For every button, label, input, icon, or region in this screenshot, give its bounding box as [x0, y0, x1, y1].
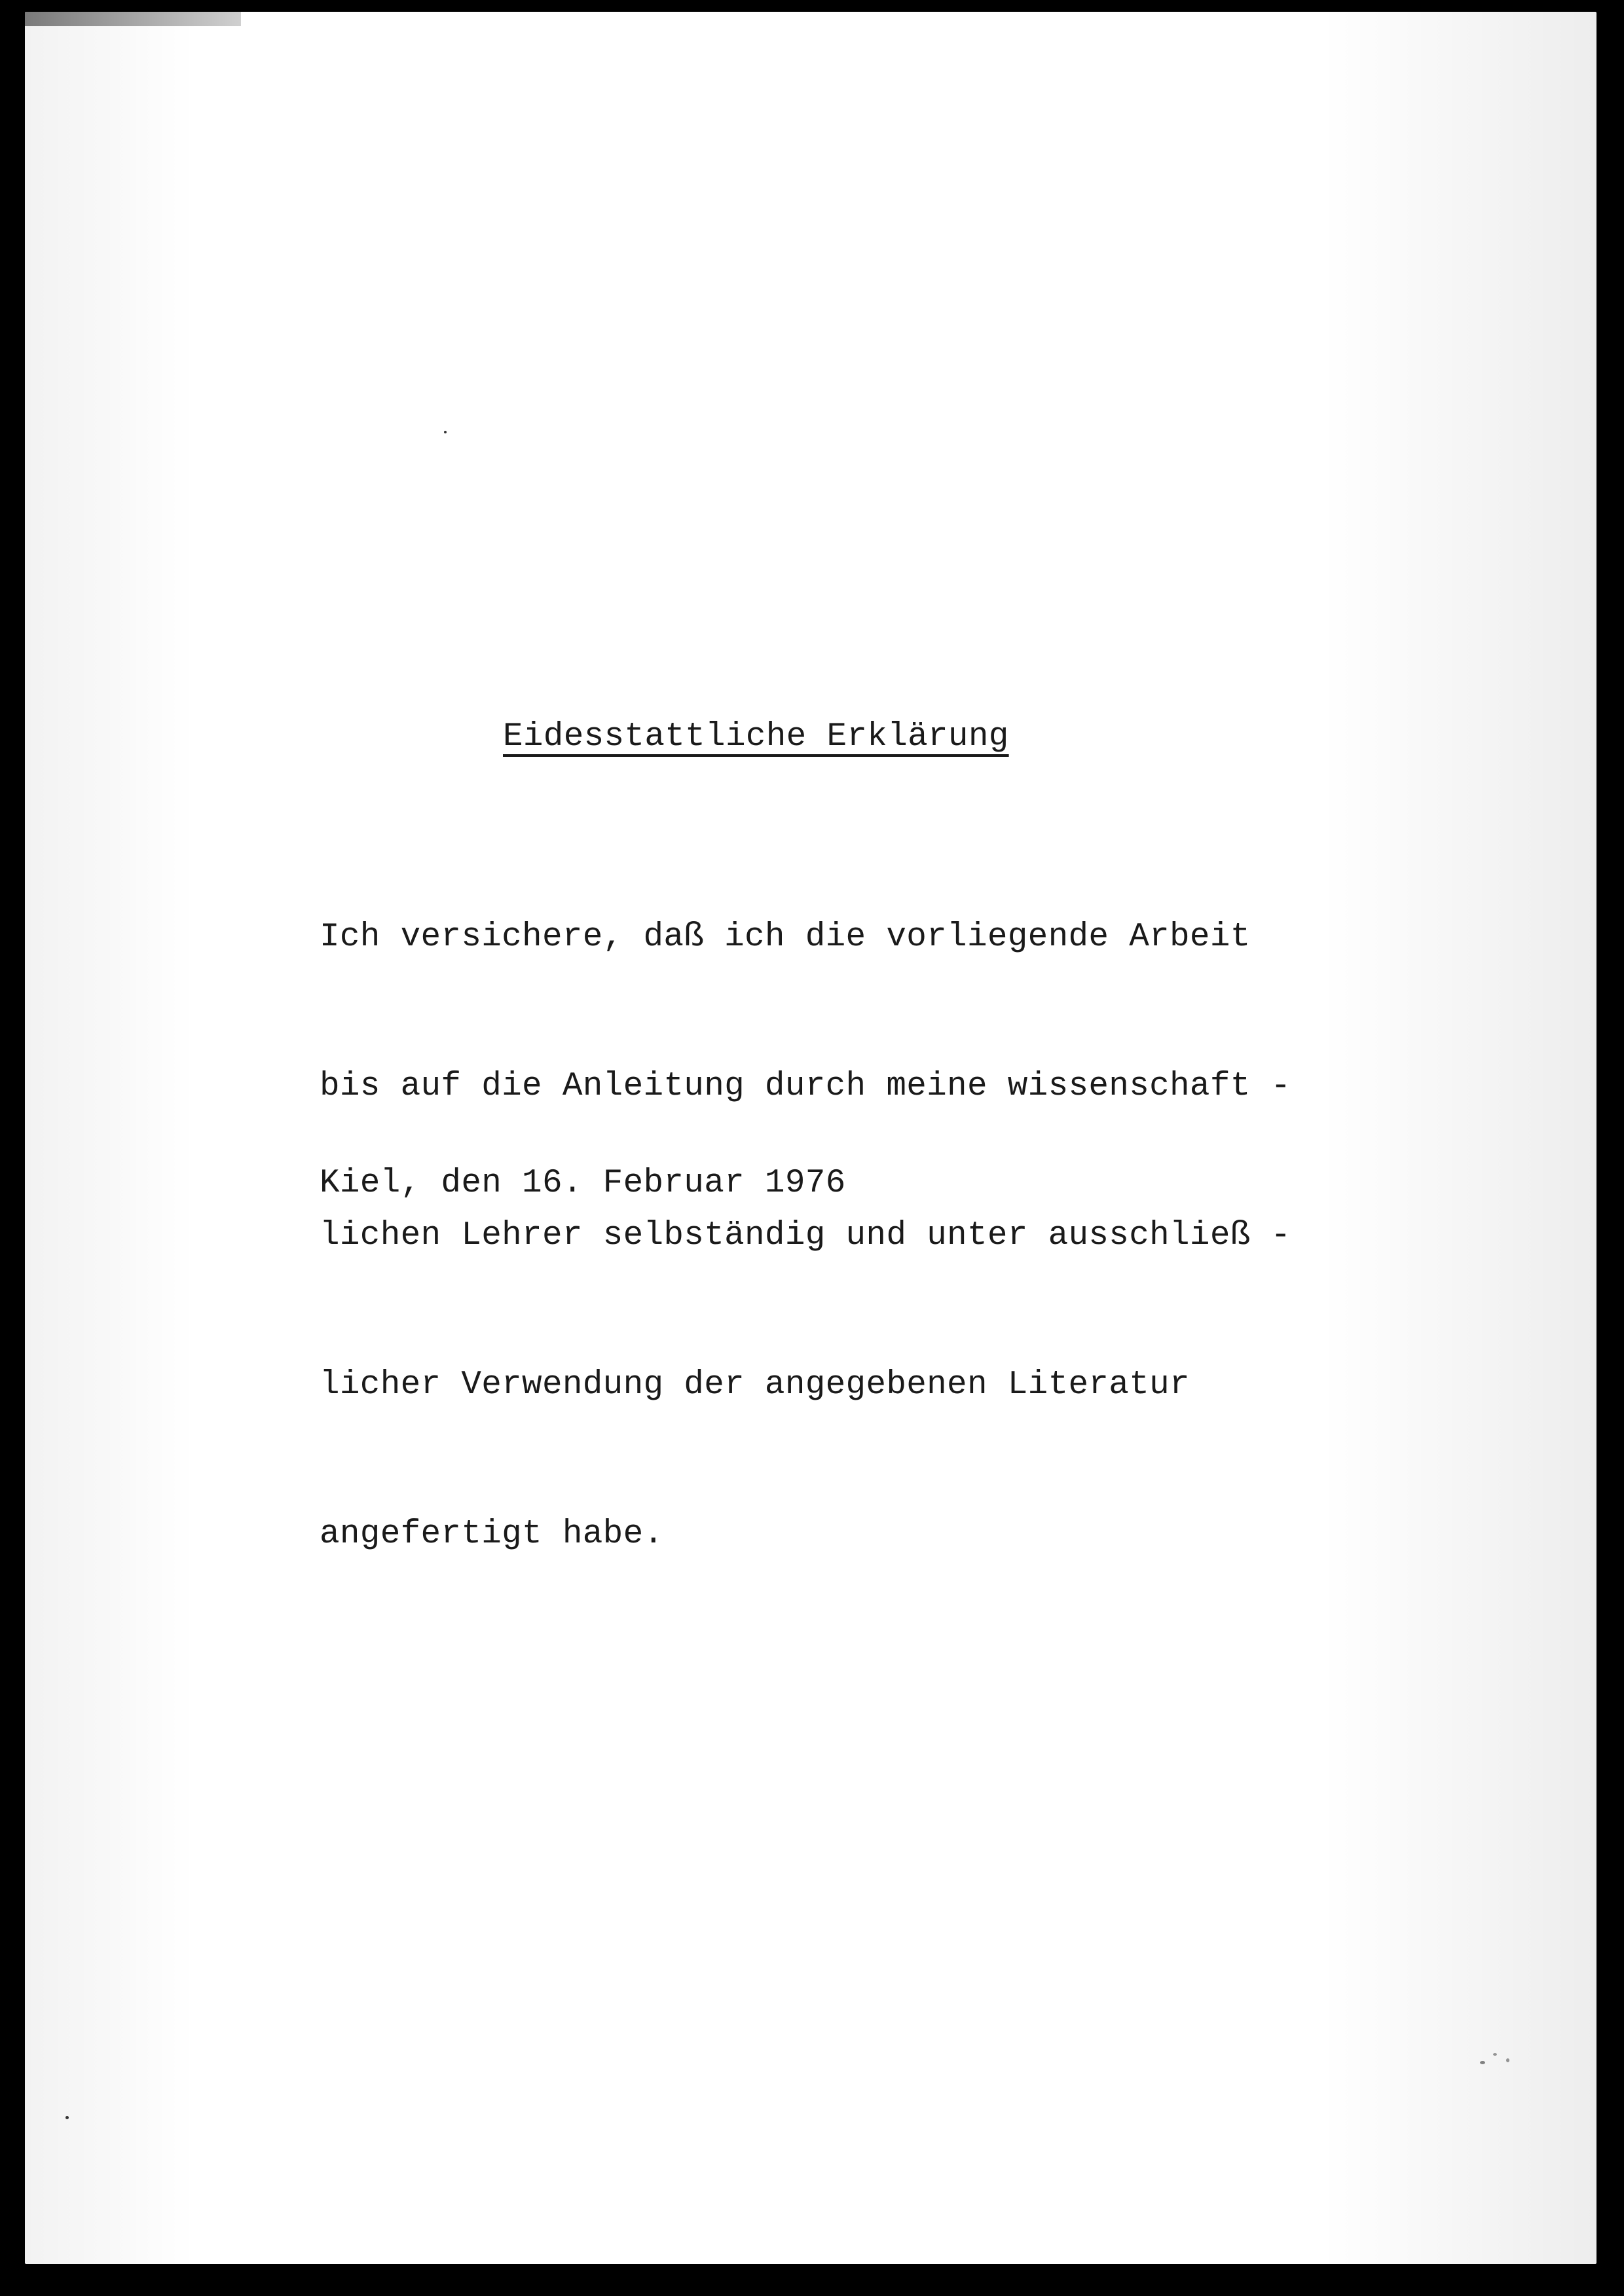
paper-speck — [65, 2116, 69, 2119]
body-line: bis auf die Anleitung durch meine wissenschaft - — [320, 1068, 1291, 1105]
body-line: Ich versichere, daß ich die vorliegende Arbeit — [320, 919, 1251, 956]
scan-edge-mark — [25, 12, 241, 26]
paper-speck — [1493, 2053, 1497, 2056]
body-line: lichen Lehrer selbständig und unter ausschließ - — [320, 1217, 1291, 1254]
declaration-body — [320, 813, 1291, 1659]
paper-speck — [1480, 2061, 1485, 2064]
declaration-title: Eidesstattliche Erklärung — [503, 718, 1009, 756]
paper-shadow-right — [1321, 12, 1596, 2264]
paper-speck — [444, 431, 447, 433]
paper-sheet — [25, 12, 1596, 2264]
paper-shadow-left — [25, 12, 195, 2264]
paper-speck — [1506, 2058, 1509, 2062]
body-line: licher Verwendung der angegebenen Literatur — [320, 1366, 1190, 1404]
place-date-line: Kiel, den 16. Februar 1976 — [320, 1165, 846, 1202]
body-line: angefertigt habe. — [320, 1516, 664, 1553]
